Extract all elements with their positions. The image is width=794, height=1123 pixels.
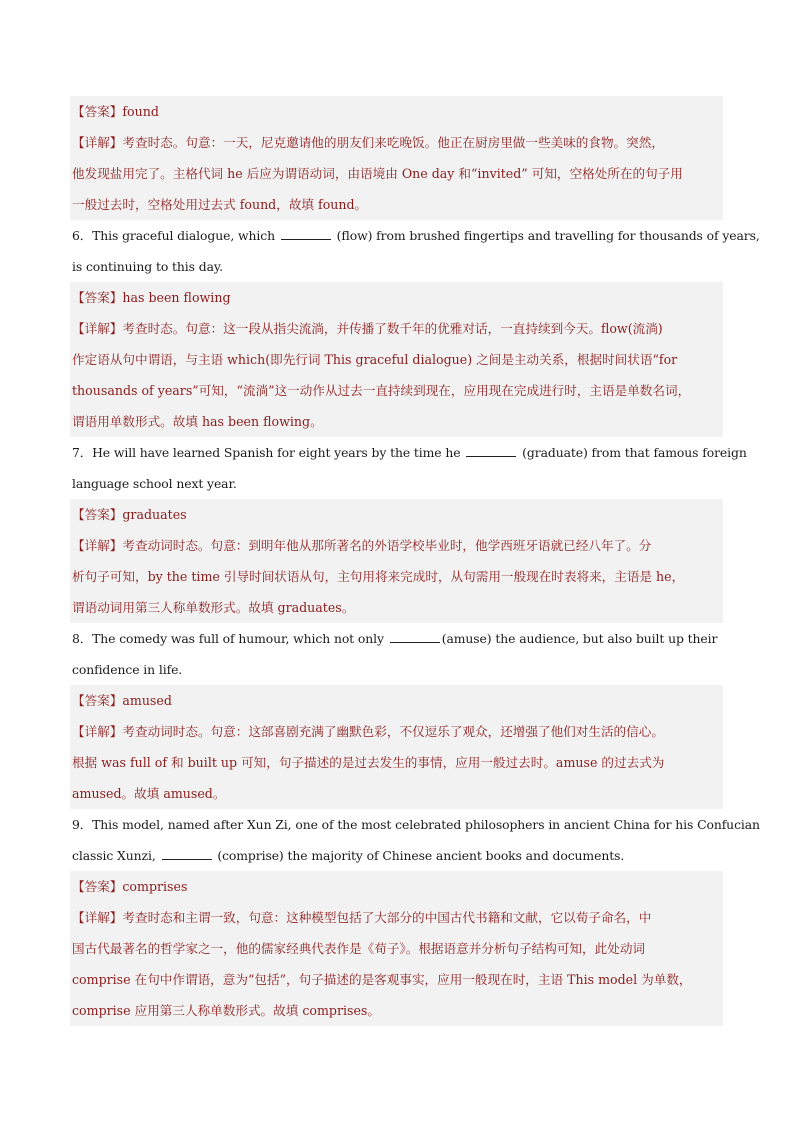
answer-line	[70, 499, 723, 530]
answer-line	[70, 282, 723, 313]
answer-label: 【答案】	[72, 507, 123, 522]
answer-text: has been flowing	[122, 290, 231, 305]
question-text: This model, named after Xun Zi, one of the most celebrated philosophers in ancient China for his Confucian	[92, 817, 760, 832]
detail-line	[70, 995, 723, 1026]
detail-line	[70, 964, 723, 995]
answer-blank	[466, 446, 516, 457]
detail-line	[70, 375, 723, 406]
question-text: (flow) from brushed fingertips and travelling for thousands of years,	[332, 228, 760, 243]
answer-label: 【答案】	[72, 104, 123, 119]
question-text: The comedy was full of humour, which not only	[92, 631, 388, 646]
detail-line	[70, 902, 723, 933]
detail-label: 【详解】	[72, 724, 123, 739]
answer-text: found	[122, 104, 159, 119]
detail-line	[70, 592, 723, 623]
question-number: 7．	[72, 445, 93, 460]
detail-text: 析句子可知，by the time 引导时间状语从句，主句用将来完成时，从句需用一般现在时表将来，主语是 he，	[72, 569, 685, 584]
question-number: 8．	[72, 631, 93, 646]
detail-label: 【详解】	[72, 910, 123, 925]
question-number: 9．	[72, 817, 93, 832]
question-text: confidence in life.	[72, 662, 183, 677]
detail-line	[70, 530, 723, 561]
detail-line	[70, 127, 723, 158]
detail-line	[70, 778, 723, 809]
question-line	[70, 809, 760, 840]
detail-text: 考查动词时态。句意：这部喜剧充满了幽默色彩，不仅逗乐了观众，还增强了他们对生活的信心。	[122, 724, 664, 739]
question-line	[70, 220, 760, 251]
detail-line	[70, 716, 723, 747]
question-text: (graduate) from that famous foreign	[518, 445, 747, 460]
detail-line	[70, 344, 723, 375]
detail-text: thousands of years”可知，“流淌”这一动作从过去一直持续到现在，应用现在完成进行时，主语是单数名词，	[72, 383, 691, 398]
answer-line	[70, 685, 723, 716]
question-text: classic Xunzi,	[72, 848, 160, 863]
question-line	[70, 437, 747, 468]
detail-line	[70, 406, 723, 437]
answer-text: graduates	[122, 507, 187, 522]
content	[70, 96, 760, 1026]
detail-line	[70, 561, 723, 592]
detail-text: comprise 在句中作谓语，意为“包括”，句子描述的是客观事实，应用一般现在时，主语 This model 为单数，	[72, 972, 692, 987]
question-line	[70, 623, 723, 654]
answer-blank	[390, 632, 440, 643]
question-text: (amuse) the audience, but also built up their	[441, 631, 718, 646]
detail-text: amused。故填 amused。	[72, 786, 226, 801]
detail-line	[70, 158, 723, 189]
question-line	[70, 251, 723, 282]
answer-text: comprises	[122, 879, 188, 894]
detail-text: 他发现盐用完了。主格代词 he 后应为谓语动词，由语境由 One day 和“invited” 可知，空格处所在的句子用	[72, 166, 683, 181]
detail-line	[70, 189, 723, 220]
question-line	[70, 654, 723, 685]
detail-text: 考查时态。句意：这一段从指尖流淌，并传播了数千年的优雅对话，一直持续到今天。flow(流淌)	[122, 321, 663, 336]
detail-text: 国古代最著名的哲学家之一，他的儒家经典代表作是《荀子》。根据语意并分析句子结构可知，此处动词	[72, 941, 646, 956]
answer-label: 【答案】	[72, 290, 123, 305]
answer-blank	[281, 229, 331, 240]
detail-text: 作定语从句中谓语，与主语 which(即先行词 This graceful dialogue) 之间是主动关系，根据时间状语“for	[72, 352, 678, 367]
detail-text: 考查动词时态。句意：到明年他从那所著名的外语学校毕业时，他学西班牙语就已经八年了。分	[122, 538, 652, 553]
detail-label: 【详解】	[72, 135, 123, 150]
detail-text: 考查时态和主谓一致，句意：这种模型包括了大部分的中国古代书籍和文献，它以荀子命名，中	[122, 910, 652, 925]
question-text: This graceful dialogue, which	[92, 228, 279, 243]
detail-text: 谓语用单数形式。故填 has been flowing。	[72, 414, 323, 429]
question-text: is continuing to this day.	[72, 259, 223, 274]
detail-text: 根据 was full of 和 built up 可知，句子描述的是过去发生的事情，应用一般过去时。amuse 的过去式为	[72, 755, 665, 770]
question-number: 6．	[72, 228, 93, 243]
question-line	[70, 840, 723, 871]
question-text: He will have learned Spanish for eight years by the time he	[92, 445, 465, 460]
question-text: (comprise) the majority of Chinese ancient books and documents.	[213, 848, 625, 863]
detail-line	[70, 933, 723, 964]
detail-text: 谓语动词用第三人称单数形式。故填 graduates。	[72, 600, 355, 615]
detail-text: 一般过去时，空格处用过去式 found，故填 found。	[72, 197, 368, 212]
answer-label: 【答案】	[72, 693, 123, 708]
answer-label: 【答案】	[72, 879, 123, 894]
answer-line	[70, 871, 723, 902]
detail-text: 考查时态。句意：一天，尼克邀请他的朋友们来吃晚饭。他正在厨房里做一些美味的食物。突然，	[122, 135, 664, 150]
detail-line	[70, 313, 723, 344]
detail-text: comprise 应用第三人称单数形式。故填 comprises。	[72, 1003, 380, 1018]
answer-text: amused	[122, 693, 172, 708]
question-text: language school next year.	[72, 476, 237, 491]
question-line	[70, 468, 723, 499]
detail-label: 【详解】	[72, 538, 123, 553]
answer-blank	[162, 849, 212, 860]
detail-line	[70, 747, 723, 778]
answer-line	[70, 96, 723, 127]
detail-label: 【详解】	[72, 321, 123, 336]
